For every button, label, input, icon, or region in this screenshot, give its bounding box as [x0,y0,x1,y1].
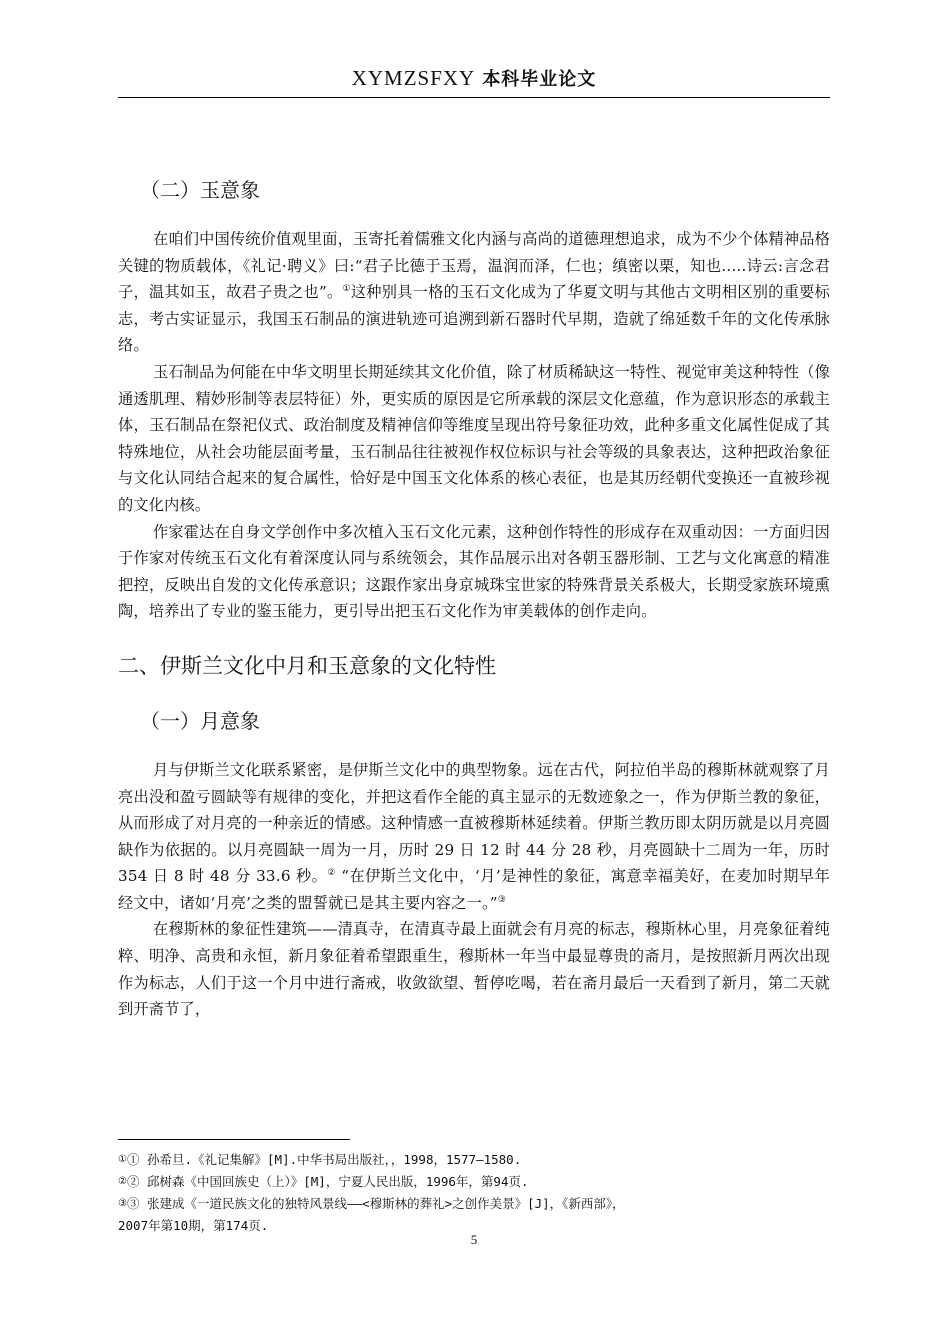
section-heading-moon: （一）月意象 [140,708,260,733]
footnote-mark: ② [118,1176,127,1187]
paragraph-text: 在咱们中国传统价值观里面，玉寄托着儒雅文化内涵与高尚的道德理想追求，成为不少个体精神品格关键的物质载体，《礼记·聘义》曰:“君子比德于玉焉，温润而泽，仁也；缜密以栗，知也.....诗云:言念君子，温其如玉，故君子贵之也”。 [118,230,831,302]
header-rule [118,97,830,98]
footnote-mark: ③ [118,1198,127,1209]
paragraph: 在穆斯林的象征性建筑——清真寺，在清真寺最上面就会有月亮的标志，穆斯林心里，月亮象征着纯粹、明净、高贵和永恒，新月象征着希望跟重生，穆斯林一年当中最显尊贵的斋月，是按照新月两次出现作为标志，人们于这一个月中进行斋戒，收敛欲望、暂停吃喝，若在斋月最后一天看到了新月，第二天就到开斋节了， [118,920,831,1019]
footnote-ref[interactable]: ③ [497,894,507,905]
paragraph: 作家霍达在自身文学创作中多次植入玉石文化元素，这种创作特性的形成存在双重动因：一方面归因于作家对传统玉石文化有着深度认同与系统领会，其作品展示出对各朝玉器形制、工艺与文化寓意的精准把控，反映出自发的文化传承意识；这跟作家出身京城珠宝世家的特殊背景关系极大，长期受家族环境熏陶，培养出了专业的鉴玉能力，更引导出把玉石文化作为审美载体的创作走向。 [118,522,831,621]
section-heading-jade: （二）玉意象 [140,178,260,202]
paragraph [118,757,830,917]
footnote-ref[interactable]: ① [342,284,351,295]
footnote-text: ② 邱树森《中国回族史（上）》[M]，宁夏人民出版，1996年，第94页. [126,1174,529,1189]
header-label: 本科毕业论文 [482,69,597,90]
footnotes [118,1149,830,1237]
footnote-mark: ① [118,1154,127,1165]
header-code: XYMZSFXY [351,66,476,90]
page-number: 5 [470,1232,478,1247]
paragraph: 玉石制品为何能在中华文明里长期延续其文化价值，除了材质稀缺这一特性、视觉审美这种特性（像通透肌理、精妙形制等表层特征）外，更实质的原因是它所承载的深层文化意蕴，作为意识形态的承载主体，玉石制品在祭祀仪式、政治制度及精神信仰等维度呈现出符号象征功效，此种多重文化属性促成了其特殊地位，从社会功能层面考量，玉石制品往往被视作权位标识与社会等级的具象表达，这种把政治象征与文化认同结合起来的复合属性，恰好是中国玉文化体系的核心表征，也是其历经朝代变换还一直被珍视的文化内核。 [118,362,831,514]
paragraph [118,226,830,359]
footnote-ref[interactable]: ② [327,868,336,879]
footnote-separator [118,1139,350,1140]
chapter-heading: 二、伊斯兰文化中月和玉意象的文化特性 [118,653,496,678]
footnote-item [118,1171,830,1193]
footnote-item [118,1193,830,1215]
footnote-text: ① 孙希旦.《礼记集解》[M].中华书局出版社，，1998，1577—1580. [126,1152,522,1167]
paragraph-text: “在伊斯兰文化中，‘月’是神性的象征，寓意幸福美好，在麦加时期早年经文中，诸如‘月亮’之类的盟誓就已是其主要内容之一。” [118,867,830,912]
page-header [118,66,830,92]
paragraph-text: 这种别具一格的玉石文化成为了华夏文明与其他古文明相区别的重要标志，考古实证显示，我国玉石制品的演进轨迹可追溯到新石器时代早期，造就了绵延数千年的文化传承脉络。 [118,283,831,355]
page-body [118,160,830,1023]
footnote-item [118,1149,830,1171]
footnote-text: ③ 张建成《一道民族文化的独特风景线——<穆斯林的葬礼>之创作美景》[J]，《新西部》， [126,1196,625,1211]
paragraph-text: 月与伊斯兰文化联系紧密，是伊斯兰文化中的典型物象。远在古代，阿拉伯半岛的穆斯林就观察了月亮出没和盈亏圆缺等有规律的变化，并把这看作全能的真主显示的无数迹象之一，作为伊斯兰教的象征，从而形成了对月亮的一种亲近的情感。这种情感一直被穆斯林延续着。伊斯兰教历即太阴历就是以月亮圆缺作为依据的。以月亮圆缺一周为一月，历时 29 日 12 时 44 分 28 秒，月亮圆缺十二周为一年，历时 354 日 8 时 48 分 33.6 秒。 [118,760,831,886]
footnote-text: 2007年第10期，第174页. [118,1218,269,1233]
